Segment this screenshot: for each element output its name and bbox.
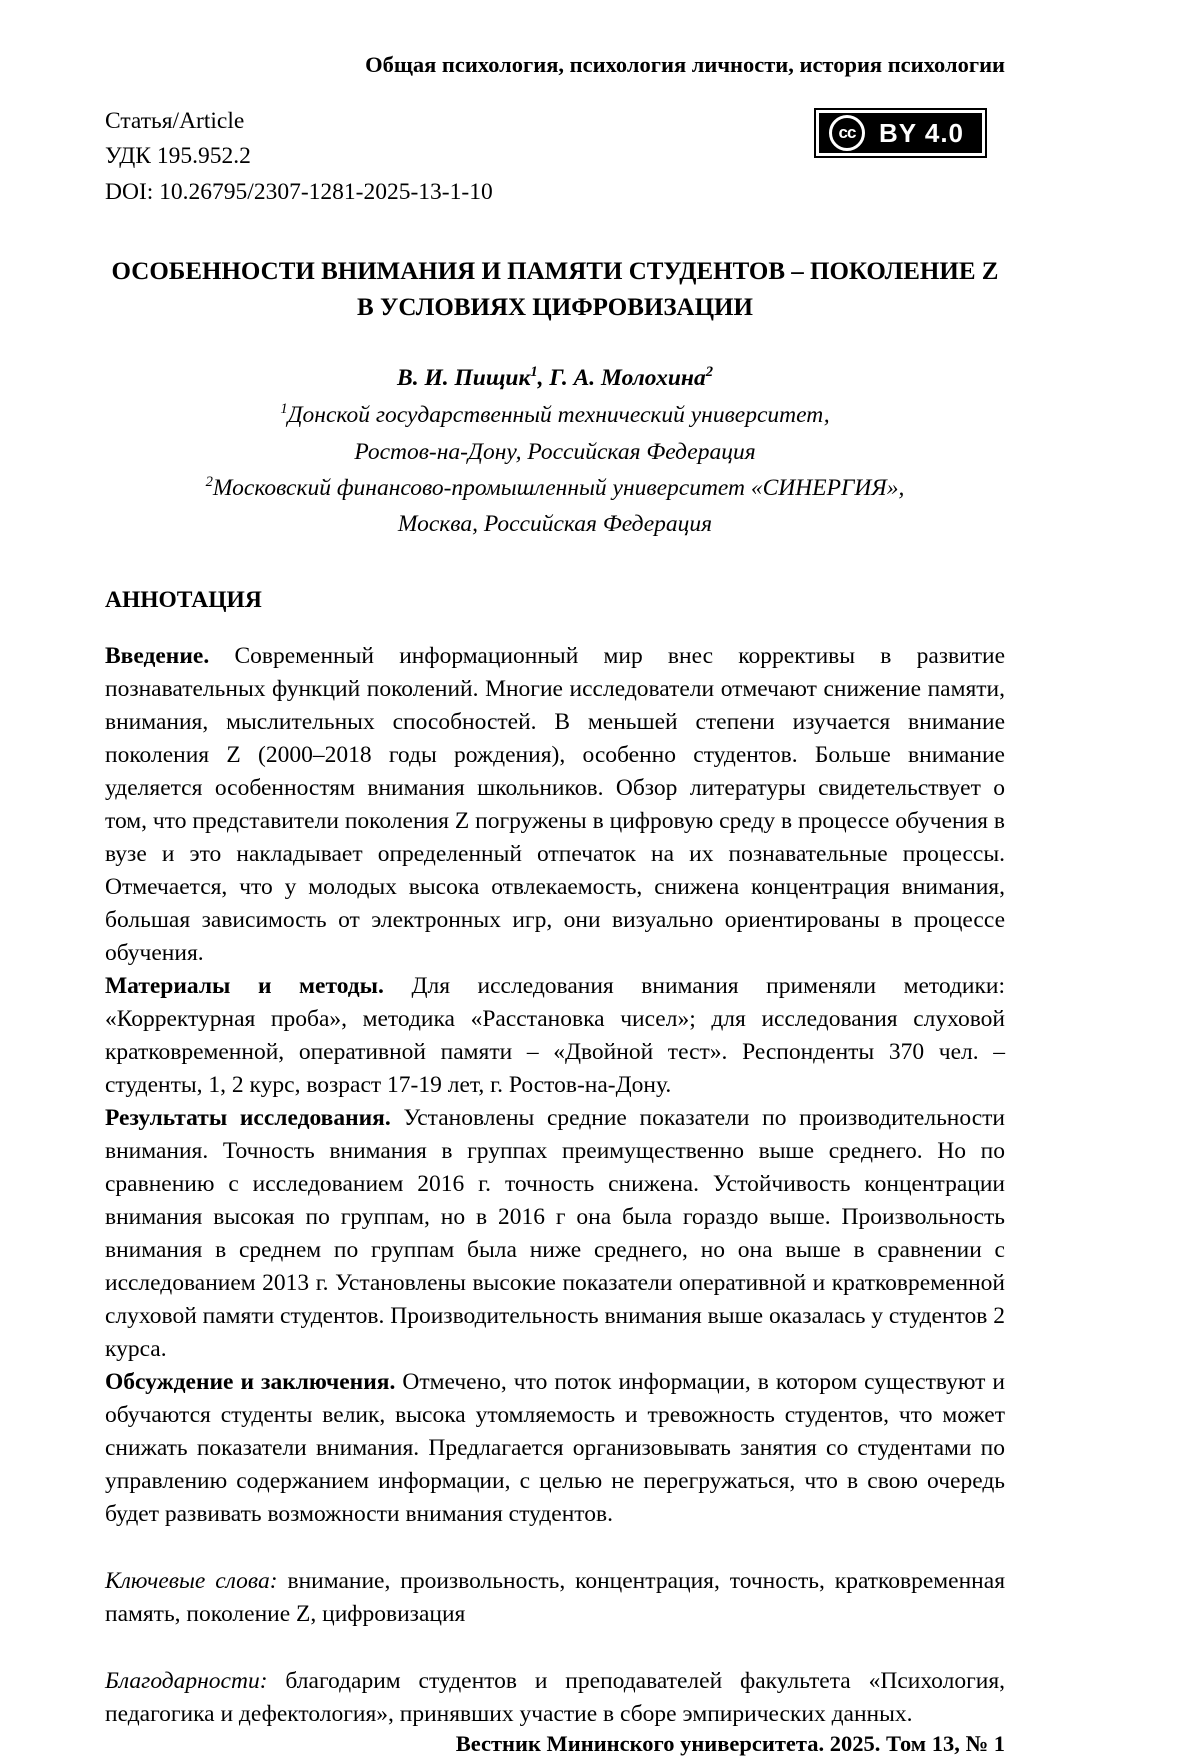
authors-separator: , (537, 365, 550, 392)
journal-footer: Вестник Мининского университета. 2025. Том 13, № 1 (455, 1731, 1005, 1757)
acknowledgements-text: благодарим студентов и преподавателей факультета «Психология, педагогика и дефектология», принявших участие в сборе эмпирических данных. (105, 1668, 1005, 1728)
article-meta (105, 104, 493, 210)
abstract-section-introduction-text: Современный информационный мир внес коррективы в развитие познавательных функций поколений. Многие исследователи отмечают снижение памяти, внимания, мыслительных способностей. В меньшей степени изучается внимание поколения Z (2000–2018 годы рождения), особенно студентов. Больше внимание уделяется особенностям внимания школьников. Обзор литературы свидетельствует о том, что представители поколения Z погружены в цифровую среду в процессе обучения в вузе и это накладывает определенный отпечаток на их познавательные процессы. Отмечается, что у молодых высока отвлекаемость, снижена концентрация внимания, большая зависимость от электронных игр, они визуально ориентированы в процессе обучения. (105, 642, 1006, 966)
doi-label: DOI: 10.26795/2307-1281-2025-13-1-10 (105, 178, 493, 205)
abstract-section-discussion (105, 1366, 1005, 1531)
abstract-section-materials-text: Для исследования внимания применяли методики: «Корректурная проба», методика «Расстановка чисел»; для исследования слуховой кратковременной, оперативной памяти – «Двойной тест». Респонденты 370 чел. – студенты, 1, 2 курс, возраст 17-19 лет, г. Ростов-на-Дону. (105, 972, 1005, 1099)
keywords-label: Ключевые слова: (105, 1568, 278, 1595)
abstract-heading: АННОТАЦИЯ (105, 586, 262, 613)
keywords-text: внимание, произвольность, концентрация, точность, кратковременная память, поколение Z, цифровизация (105, 1568, 1006, 1628)
abstract-section-discussion-label: Обсуждение и заключения. (105, 1369, 396, 1396)
affiliation-2-marker: 2 (205, 474, 213, 491)
cc-by-badge-inner (819, 113, 982, 153)
cc-icon-letters: cc (838, 123, 856, 142)
article-title-line-1: ОСОБЕННОСТИ ВНИМАНИЯ И ПАМЯТИ СТУДЕНТОВ – ПОКОЛЕНИЕ Z (111, 257, 999, 285)
abstract-section-introduction (105, 640, 1005, 970)
article-title-line-2: В УСЛОВИЯХ ЦИФРОВИЗАЦИИ (357, 294, 753, 321)
keywords-paragraph (105, 1565, 1005, 1631)
abstract-section-materials-label: Материалы и методы. (105, 972, 384, 999)
abstract-section-introduction-label: Введение. (105, 642, 210, 669)
author-2-affiliation-marker: 2 (705, 364, 713, 381)
author-2-name: Г. А. Молохина (549, 365, 706, 392)
article-title (105, 254, 1005, 327)
affiliation-2-line-2: Москва, Российская Федерация (397, 511, 713, 538)
acknowledgements-paragraph (105, 1665, 1005, 1731)
abstract-section-materials (105, 970, 1005, 1102)
cc-license-label: BY 4.0 (878, 117, 964, 148)
article-type-label: Статья/Article (105, 108, 245, 134)
abstract-body (105, 640, 1005, 1531)
author-1-affiliation-marker: 1 (530, 364, 538, 381)
abstract-section-results-text: Установлены средние показатели по производительности внимания. Точность внимания в группах преимущественно выше среднего. Но по сравнению с исследованием 2016 г. точность снижена. Устойчивость концентрации внимания высокая по группам, но в 2016 г она была гораздо выше. Произвольность внимания в среднем по группам была ниже среднего, но она выше в сравнении с исследованием 2013 г. Установлены высокие показатели оперативной и кратковременной слуховой памяти студентов. Производительность внимания выше оказалась у студентов 2 курса. (105, 1105, 1005, 1363)
affiliation-1-marker: 1 (280, 401, 288, 418)
affiliation-2-name: Московский финансово-промышленный университет «СИНЕРГИЯ», (212, 474, 905, 501)
meta-row (105, 104, 1005, 210)
affiliation-2-line-1 (105, 470, 1005, 506)
abstract-section-results (105, 1102, 1005, 1366)
running-head: Общая психология, психология личности, история психологии (365, 52, 1005, 77)
udk-label: УДК 195.952.2 (105, 143, 251, 170)
author-1-name: В. И. Пищик (397, 365, 531, 392)
affiliation-1-line-1 (105, 397, 1005, 433)
authors-line (105, 362, 1005, 395)
abstract-section-results-label: Результаты исследования. (105, 1105, 391, 1132)
affiliation-1-line-2: Ростов-на-Дону, Российская Федерация (354, 438, 756, 465)
abstract-section-discussion-text: Отмечено, что поток информации, в котором существуют и обучаются студенты велик, высока утомляемость и тревожность студентов, что может снижать показатели внимания. Предлагается организовывать занятия со студентами по управлению содержанием информации, с целью не перегружаться, что в свою очередь будет развивать возможности внимания студентов. (105, 1369, 1005, 1528)
cc-by-license-badge (814, 108, 987, 158)
affiliations-block (105, 397, 1005, 543)
cc-icon (829, 115, 865, 151)
affiliation-1-name: Донской государственный технический университет, (287, 402, 830, 429)
acknowledgements-label: Благодарности: (105, 1668, 268, 1695)
